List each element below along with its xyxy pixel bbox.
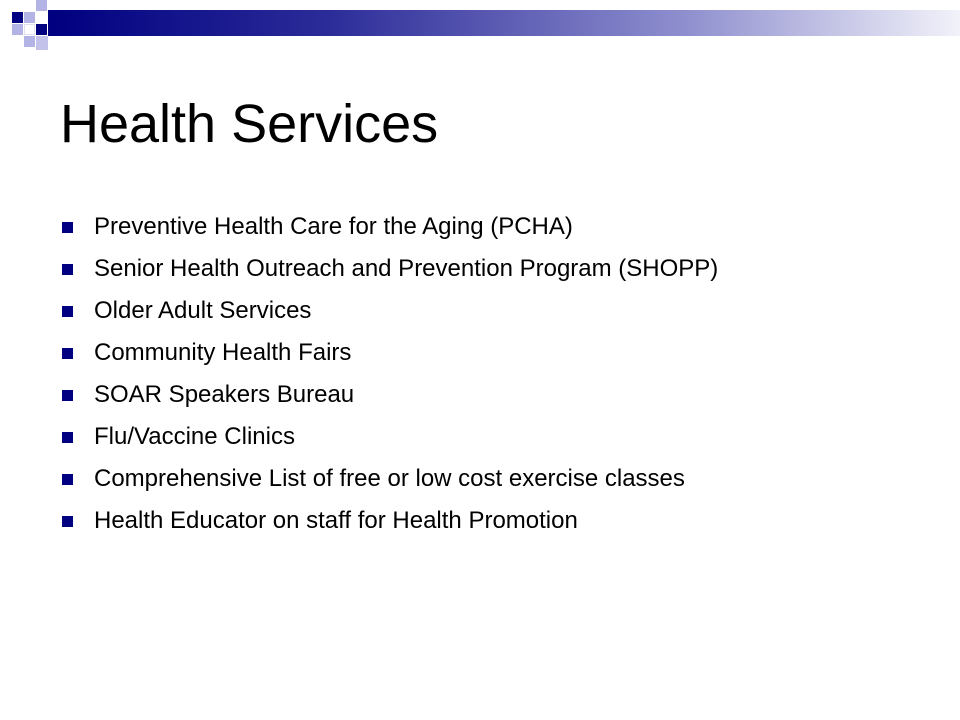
decorative-square-light (24, 12, 35, 23)
list-item (60, 296, 910, 326)
square-bullet-icon (62, 306, 73, 317)
square-bullet-icon (62, 516, 73, 527)
list-item-text: Senior Health Outreach and Prevention Program (SHOPP) (94, 255, 719, 282)
list-item-text: Preventive Health Care for the Aging (PCHA) (94, 213, 573, 240)
list-item-text: Health Educator on staff for Health Promotion (94, 507, 578, 534)
list-item-text: SOAR Speakers Bureau (94, 381, 355, 408)
decorative-square-light (36, 0, 47, 11)
list-item (60, 338, 910, 368)
square-bullet-icon (62, 432, 73, 443)
slide-title: Health Services (60, 94, 439, 154)
list-item-text: Comprehensive List of free or low cost exercise classes (94, 465, 685, 492)
decorative-square-white (24, 24, 35, 35)
header-gradient-bar (48, 10, 960, 36)
bullet-list (60, 212, 910, 548)
list-item (60, 212, 910, 242)
square-bullet-icon (62, 348, 73, 359)
square-bullet-icon (62, 264, 73, 275)
decorative-square-navy (36, 24, 47, 35)
list-item-text: Older Adult Services (94, 297, 312, 324)
header-bar-accent (36, 36, 48, 50)
decorative-square-light (12, 24, 23, 35)
decorative-square-light (24, 36, 35, 47)
list-item (60, 506, 910, 536)
square-bullet-icon (62, 222, 73, 233)
list-item (60, 254, 910, 284)
list-item-text: Flu/Vaccine Clinics (94, 423, 295, 450)
list-item-text: Community Health Fairs (94, 339, 352, 366)
list-item (60, 380, 910, 410)
decorative-square-navy (12, 12, 23, 23)
square-bullet-icon (62, 474, 73, 485)
square-bullet-icon (62, 390, 73, 401)
list-item (60, 464, 910, 494)
list-item (60, 422, 910, 452)
